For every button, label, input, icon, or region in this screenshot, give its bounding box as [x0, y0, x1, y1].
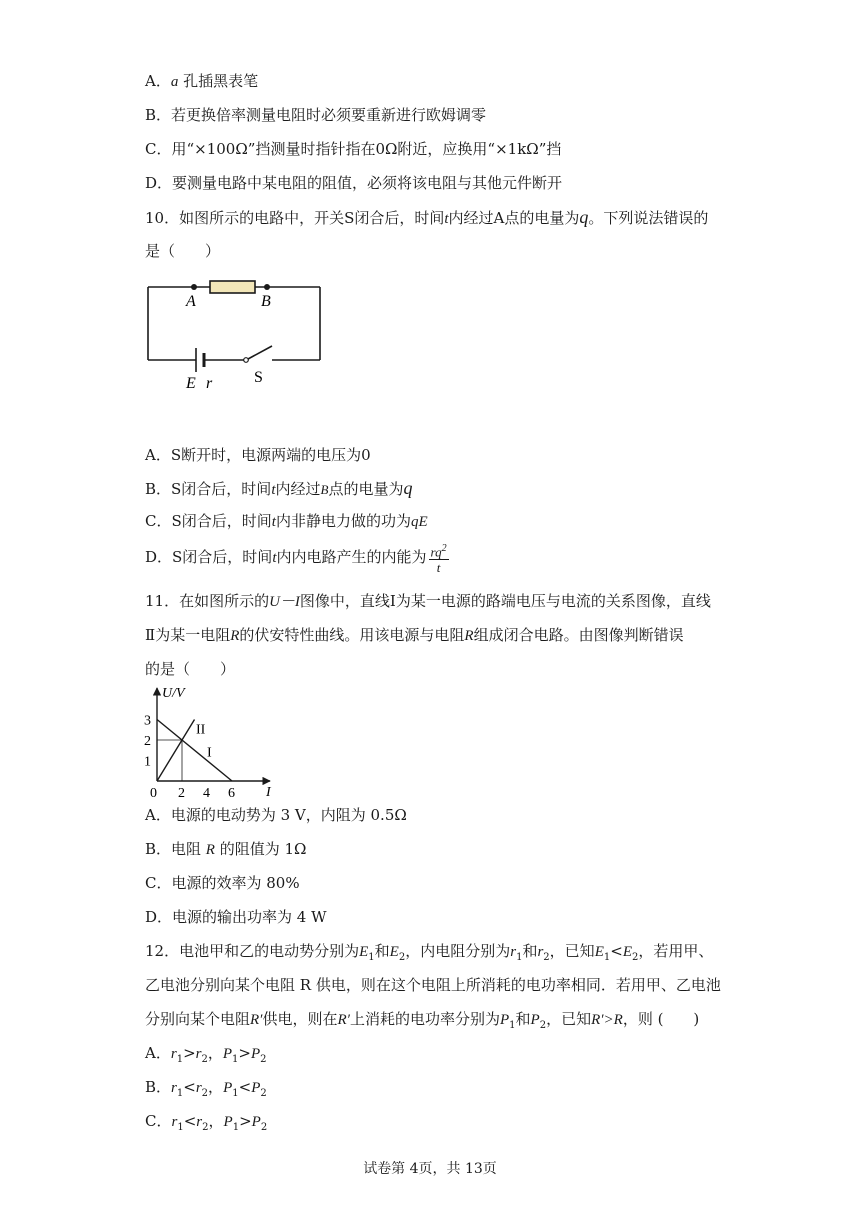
q11-var-r: R	[230, 628, 240, 644]
q12-a-p1: P	[222, 1046, 233, 1062]
q12-c-r1: r	[171, 1114, 178, 1130]
q12-b-op2: <	[238, 1078, 252, 1096]
q12-c-sep: ，	[208, 1112, 224, 1130]
q9-a-var: a	[170, 74, 179, 90]
q12-option-b	[145, 1076, 267, 1105]
q11-text-e: 组成闭合电路。由图像判断错误	[473, 626, 684, 644]
q10-b-var-t: t	[271, 482, 276, 498]
label-point-b: B	[261, 293, 271, 310]
q12-b-sep: ，	[208, 1078, 224, 1096]
q11-b-text-a: B．电阻	[145, 840, 206, 858]
q12-text-e: ，已知	[549, 942, 595, 960]
q10-d-text-b: 内内电路产生的内能为	[276, 548, 427, 566]
q11-ui-label: U－I	[269, 594, 300, 610]
q12-text-i: 上消耗的电功率分别为	[349, 1010, 500, 1028]
q12-e1: E	[359, 944, 369, 960]
q11-var-r-2: R	[464, 628, 474, 644]
q12-cond-e1-sub: 1	[603, 952, 611, 963]
q12-e2-sub: 2	[398, 952, 406, 963]
x-tick-label: 4	[203, 786, 210, 800]
q12-c-label: C．	[145, 1112, 172, 1130]
q11-text-c: Ⅱ为某一电阻	[145, 626, 231, 644]
q12-a-r1-sub: 1	[176, 1054, 184, 1065]
q10-d-text-a: D．S闭合后，时间	[145, 548, 273, 566]
q12-a-label: A．	[145, 1044, 171, 1062]
q12-a-op1: >	[183, 1044, 196, 1062]
q12-a-sep: ，	[207, 1044, 223, 1062]
q12-r1: r	[510, 944, 517, 960]
q12-c-r2: r	[196, 1114, 203, 1130]
q12-a-p2: P	[251, 1046, 261, 1062]
q10-d-exponent: 2	[441, 542, 447, 554]
line-ii-label: II	[196, 722, 206, 738]
q12-option-c	[145, 1110, 267, 1139]
q12-text-l: ，则 ( )	[622, 1010, 700, 1028]
origin-label: 0	[150, 786, 157, 800]
q12-p2: P	[530, 1012, 540, 1028]
q9-option-b: B．若更换倍率测量电阻时必须要重新进行欧姆调零	[145, 106, 487, 124]
q10-c-text-b: 内非静电力做的功为	[275, 512, 411, 530]
q12-c-p1: P	[223, 1114, 233, 1130]
q12-text-g: 分别向某个电阻	[145, 1010, 251, 1028]
q10-b-text-b: 内经过	[275, 480, 321, 498]
q12-c-r1-sub: 1	[177, 1122, 184, 1133]
q12-b-r2: r	[195, 1080, 202, 1096]
q10-var-q: q	[579, 207, 589, 227]
q10-d-var-t: t	[272, 550, 277, 566]
q12-b-op1: <	[183, 1078, 196, 1096]
q12-a-p2-sub: 2	[260, 1054, 267, 1065]
q10-c-value: qE	[410, 514, 428, 530]
q12-b-r2-sub: 2	[201, 1088, 209, 1099]
q10-option-d	[145, 540, 449, 575]
q12-b-r1-sub: 1	[176, 1088, 184, 1099]
q9-a-label: A．	[145, 72, 171, 90]
q10-d-fraction	[429, 541, 449, 575]
q12-cond-lt: <	[610, 942, 623, 960]
q12-stem-line3	[145, 1008, 699, 1037]
q11-text-a: 11．在如图所示的	[145, 592, 270, 610]
q11-stem-line1	[145, 590, 711, 613]
q10-c-var-t: t	[271, 514, 276, 530]
q12-rprime-2: R′	[337, 1012, 350, 1028]
x-axis-label: I	[266, 785, 271, 800]
q9-option-c: C．用“×100Ω”挡测量时指针指在0Ω附近，应换用“×1kΩ”挡	[145, 140, 562, 158]
q12-text-k: ，已知	[546, 1010, 592, 1028]
q9-a-text: 孔插黑表笔	[178, 72, 259, 90]
q12-b-p1: P	[223, 1080, 233, 1096]
q12-text-c: ，内电阻分别为	[405, 942, 511, 960]
point-a-dot	[191, 284, 197, 290]
q12-b-p1-sub: 1	[232, 1088, 239, 1099]
q11-ui-graph	[138, 684, 278, 800]
q12-a-r2: r	[195, 1046, 202, 1062]
q11-option-a: A．电源的电动势为 3 V，内阻为 0.5Ω	[145, 806, 407, 824]
q12-e1-sub: 1	[368, 952, 375, 963]
q11-b-text-b: 的阻值为 1Ω	[214, 840, 307, 858]
line-ii-resistor	[157, 720, 195, 782]
q10-b-point: B	[320, 482, 329, 497]
y-tick-label: 1	[144, 754, 151, 770]
q12-c-p2: P	[251, 1114, 261, 1130]
q10-circuit-diagram	[140, 272, 330, 392]
q11-option-d: D．电源的输出功率为 4 W	[145, 908, 327, 926]
q12-text-h: 供电，则在	[262, 1010, 338, 1028]
q12-p1: P	[499, 1012, 510, 1028]
q11-stem-line2	[145, 624, 684, 647]
q10-option-c	[145, 510, 428, 533]
q12-cond-e1: E	[594, 944, 604, 960]
q12-a-op2: >	[238, 1044, 251, 1062]
q10-option-b	[145, 477, 412, 501]
q10-d-numerator: rq	[430, 544, 442, 560]
q12-b-p2: P	[251, 1080, 261, 1096]
q10-b-text-a: B．S闭合后，时间	[145, 480, 272, 498]
q11-option-c: C．电源的效率为 80%	[145, 874, 300, 892]
q12-text-f: ，若用甲、	[638, 942, 714, 960]
q9-option-a	[145, 70, 258, 93]
q12-cond-e2-sub: 2	[631, 952, 639, 963]
switch-pivot	[244, 358, 249, 363]
q12-a-r1: r	[170, 1046, 177, 1062]
q12-c-op2: >	[239, 1112, 252, 1130]
q12-stem-line1	[145, 940, 713, 969]
q10-text-c: 。下列说法错误的	[588, 209, 709, 227]
q10-d-denominator: t	[436, 560, 441, 576]
q11-text-b: 图像中，直线Ⅰ为某一电源的路端电压与电流的关系图像，直线	[299, 592, 711, 610]
label-switch-s: S	[254, 369, 263, 386]
page-footer: 试卷第 4页，共 13页	[363, 1161, 497, 1177]
y-axis-label: U/V	[162, 686, 185, 701]
q10-option-a: A．S断开时，电源两端的电压为0	[145, 446, 371, 464]
q10-text-b: 内经过A点的电量为	[448, 209, 580, 227]
q12-p2-sub: 2	[539, 1020, 547, 1031]
q12-c-op1: <	[183, 1112, 197, 1130]
q12-b-p2-sub: 2	[260, 1088, 267, 1099]
resistor	[210, 281, 255, 293]
q10-stem-line1	[145, 206, 708, 230]
y-tick-label: 2	[144, 734, 151, 749]
label-point-a: A	[186, 293, 196, 310]
q12-p1-sub: 1	[509, 1020, 516, 1031]
q12-b-r1: r	[171, 1080, 177, 1096]
x-tick-label: 6	[228, 786, 235, 800]
q12-text-j: 和	[515, 1010, 531, 1028]
q10-stem-line2: 是（ ）	[145, 242, 221, 260]
q12-r2: r	[537, 944, 544, 960]
q12-rprime: R′	[250, 1012, 263, 1028]
q12-r1-sub: 1	[516, 952, 523, 963]
q11-stem-line3: 的是（ ）	[145, 660, 236, 678]
q12-r2-sub: 2	[543, 952, 550, 963]
x-tick-label: 2	[178, 786, 185, 800]
q12-text-a: 12．电池甲和乙的电动势分别为	[145, 942, 360, 960]
q12-text-b: 和	[374, 942, 390, 960]
point-b-dot	[264, 284, 270, 290]
label-internal-r: r	[206, 375, 213, 392]
y-tick-label: 3	[144, 713, 151, 729]
q11-option-b	[145, 838, 307, 861]
q12-c-p1-sub: 1	[232, 1122, 240, 1133]
q12-a-p1-sub: 1	[232, 1054, 239, 1065]
q12-a-r2-sub: 2	[201, 1054, 208, 1065]
q11-b-var-r: R	[205, 842, 215, 858]
q10-b-text-c: 点的电量为	[328, 480, 404, 498]
q12-b-label: B．	[145, 1078, 172, 1096]
q12-cond-e2: E	[622, 944, 632, 960]
line-i-source	[157, 720, 232, 782]
q12-c-r2-sub: 2	[202, 1122, 209, 1133]
switch-lever	[248, 346, 272, 359]
q12-c-p2-sub: 2	[260, 1122, 268, 1133]
q10-text-a: 10．如图所示的电路中，开关S闭合后，时间	[145, 209, 445, 227]
q12-stem-line2: 乙电池分别向某个电阻 R 供电，则在这个电阻上所消耗的电功率相同．若用甲、乙电池	[145, 976, 721, 994]
q12-cond-rprime: R′>R	[591, 1012, 623, 1028]
q12-text-d: 和	[522, 942, 538, 960]
q12-option-a	[145, 1042, 267, 1071]
q10-b-var-q: q	[403, 478, 413, 498]
q10-var-t: t	[444, 211, 449, 227]
q12-e2: E	[389, 944, 399, 960]
q9-option-d: D．要测量电路中某电阻的阻值，必须将该电阻与其他元件断开	[145, 174, 563, 192]
label-emf-e: E	[186, 375, 196, 392]
q11-text-d: 的伏安特性曲线。用该电源与电阻	[239, 626, 465, 644]
q10-c-text-a: C．S闭合后，时间	[145, 512, 272, 530]
line-i-label: I	[207, 745, 212, 761]
